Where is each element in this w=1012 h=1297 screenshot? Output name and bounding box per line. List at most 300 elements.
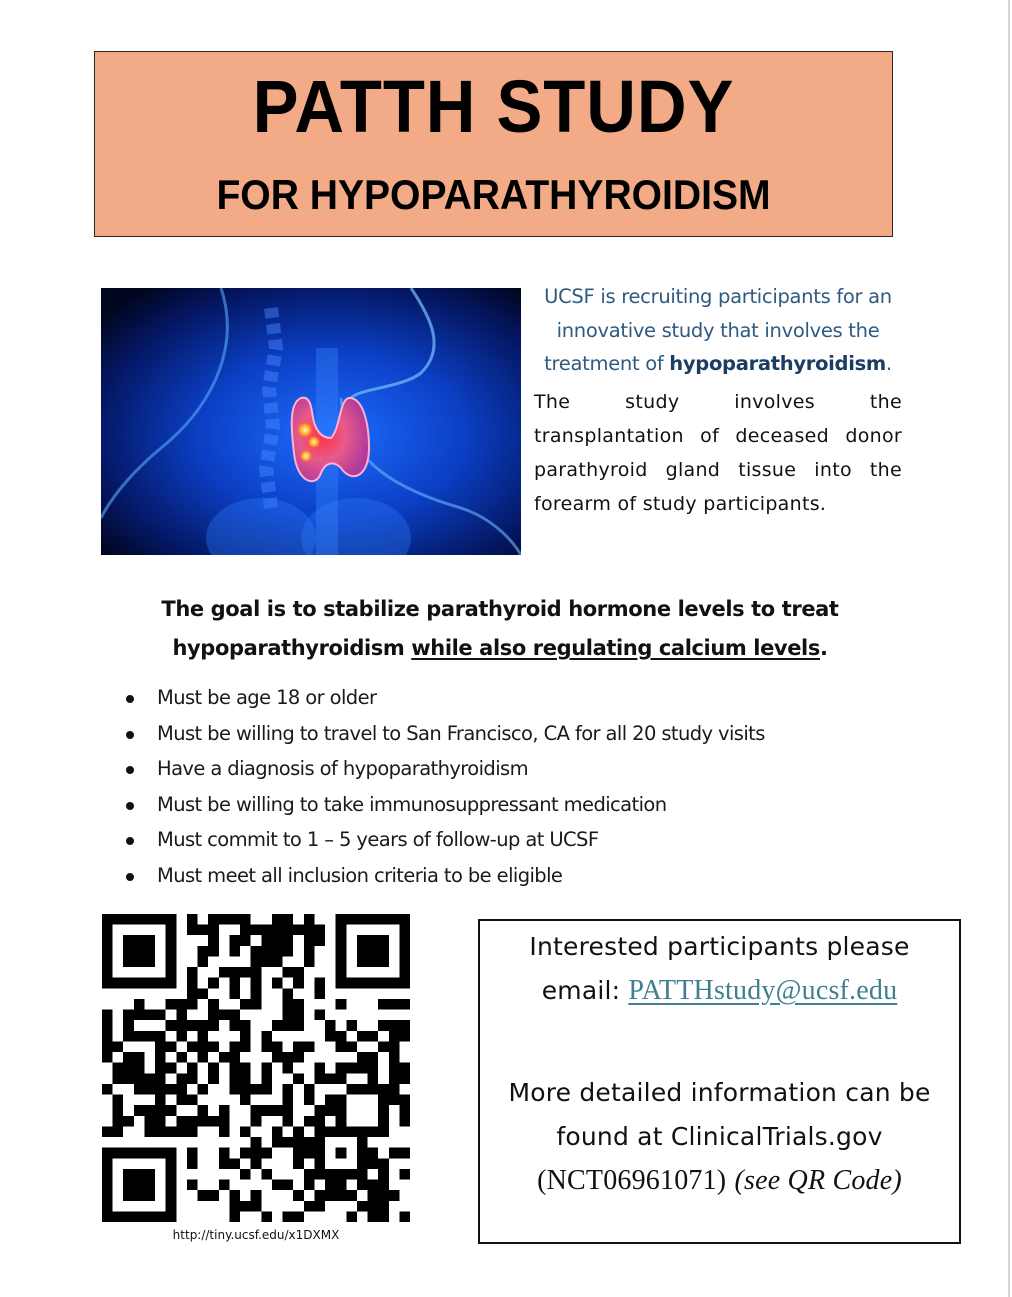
qr-module: [325, 1073, 336, 1084]
qr-module: [187, 1116, 198, 1127]
qr-module: [336, 1095, 347, 1106]
qr-module: [283, 1084, 294, 1095]
qr-module: [368, 1180, 379, 1191]
qr-module: [314, 935, 325, 946]
qr-module: [272, 978, 283, 989]
qr-module: [336, 1031, 347, 1042]
page-subtitle: FOR HYPOPARATHYROIDISM: [216, 171, 771, 218]
qr-module: [304, 1201, 315, 1212]
qr-module: [336, 925, 347, 936]
qr-module: [144, 935, 155, 946]
qr-module: [251, 1137, 262, 1148]
qr-module: [346, 914, 357, 925]
qr-module: [399, 1116, 410, 1127]
qr-module: [187, 1020, 198, 1031]
qr-module: [240, 925, 251, 936]
qr-module: [123, 1020, 134, 1031]
qr-module: [155, 914, 166, 925]
qr-module: [336, 1190, 347, 1201]
qr-module: [144, 1084, 155, 1095]
qr-module: [166, 1158, 177, 1169]
qr-module: [240, 935, 251, 946]
goal-statement: [110, 590, 890, 668]
qr-module: [240, 1095, 251, 1106]
qr-module: [102, 946, 113, 957]
qr-module: [187, 925, 198, 936]
qr-module: [102, 935, 113, 946]
qr-module: [399, 999, 410, 1010]
qr-module: [176, 999, 187, 1010]
qr-module: [368, 1148, 379, 1159]
qr-module: [187, 1041, 198, 1052]
qr-module: [102, 925, 113, 936]
qr-module: [346, 1211, 357, 1222]
qr-module: [293, 925, 304, 936]
goal-period: .: [819, 636, 828, 660]
qr-module: [368, 1063, 379, 1074]
qr-module: [219, 1158, 230, 1169]
qr-module: [357, 1063, 368, 1074]
qr-module: [378, 956, 389, 967]
qr-module: [134, 1169, 145, 1180]
qr-module: [144, 978, 155, 989]
qr-module: [346, 1190, 357, 1201]
qr-module: [399, 1105, 410, 1116]
qr-module: [272, 1137, 283, 1148]
see-qr-note: (see QR Code): [734, 1165, 902, 1196]
contact-intro-text: Interested participants please: [529, 932, 910, 961]
qr-module: [240, 1201, 251, 1212]
qr-module: [251, 1105, 262, 1116]
qr-module: [113, 1148, 124, 1159]
qr-module: [166, 1201, 177, 1212]
qr-module: [240, 1084, 251, 1095]
qr-module: [272, 956, 283, 967]
criterion-text: Must be willing to take immunosuppressant medication: [157, 792, 667, 816]
qr-module: [187, 988, 198, 999]
qr-module: [229, 1052, 240, 1063]
qr-module: [198, 956, 209, 967]
qr-module: [155, 1010, 166, 1021]
qr-module: [123, 1180, 134, 1191]
qr-module: [283, 988, 294, 999]
qr-module: [102, 1041, 113, 1052]
qr-module: [389, 1020, 400, 1031]
qr-module: [357, 914, 368, 925]
qr-module: [229, 1158, 240, 1169]
recruiting-period: .: [885, 352, 892, 375]
qr-module: [208, 1190, 219, 1201]
qr-module: [155, 1063, 166, 1074]
qr-module: [293, 978, 304, 989]
qr-module: [187, 1126, 198, 1137]
thyroid-illustration-image: [101, 288, 521, 555]
qr-module: [229, 1020, 240, 1031]
qr-module: [113, 1105, 124, 1116]
qr-module: [187, 914, 198, 925]
qr-module: [336, 1169, 347, 1180]
qr-module: [198, 988, 209, 999]
qr-module: [389, 1190, 400, 1201]
qr-module: [155, 1211, 166, 1222]
page-edge-divider: [1008, 0, 1010, 1297]
qr-module: [336, 1180, 347, 1191]
list-item: [122, 822, 765, 858]
qr-module: [219, 1126, 230, 1137]
qr-module: [314, 978, 325, 989]
qr-module: [166, 1105, 177, 1116]
qr-module: [357, 1031, 368, 1042]
qr-module: [368, 1073, 379, 1084]
qr-module: [123, 1052, 134, 1063]
qr-module: [314, 1148, 325, 1159]
qr-module: [304, 1148, 315, 1159]
qr-module: [272, 935, 283, 946]
qr-module: [144, 1116, 155, 1127]
qr-module: [357, 978, 368, 989]
qr-module: [325, 1020, 336, 1031]
contact-email-line: [480, 969, 959, 1013]
qr-module: [102, 1010, 113, 1021]
qr-module: [251, 1158, 262, 1169]
qr-module: [378, 1158, 389, 1169]
qr-module: [283, 1010, 294, 1021]
qr-module: [240, 914, 251, 925]
qr-module: [378, 1126, 389, 1137]
qr-module: [229, 1010, 240, 1021]
qr-module: [229, 1041, 240, 1052]
criterion-text: Must be willing to travel to San Francisco, CA for all 20 study visits: [157, 721, 765, 745]
qr-module: [368, 1190, 379, 1201]
qr-module: [389, 1084, 400, 1095]
qr-module: [251, 925, 262, 936]
qr-module: [155, 978, 166, 989]
qr-module: [368, 1158, 379, 1169]
qr-module: [293, 1020, 304, 1031]
qr-module: [166, 1041, 177, 1052]
qr-module: [399, 946, 410, 957]
list-item: [122, 680, 765, 716]
qr-module: [368, 1126, 379, 1137]
qr-module: [283, 999, 294, 1010]
qr-module: [198, 1105, 209, 1116]
qr-module: [346, 1063, 357, 1074]
qr-module: [198, 1084, 209, 1095]
qr-module: [378, 1041, 389, 1052]
bullet-icon: [126, 766, 134, 774]
qr-module: [102, 1158, 113, 1169]
qr-module: [325, 1095, 336, 1106]
qr-module: [272, 1105, 283, 1116]
qr-module: [399, 925, 410, 936]
qr-module: [166, 1020, 177, 1031]
qr-module: [123, 1169, 134, 1180]
qr-module: [219, 1105, 230, 1116]
qr-module: [155, 1105, 166, 1116]
qr-module: [198, 1116, 209, 1127]
qr-module: [134, 1190, 145, 1201]
qr-module: [123, 1211, 134, 1222]
qr-module: [336, 999, 347, 1010]
qr-code-image[interactable]: [102, 914, 410, 1222]
bullet-icon: [126, 837, 134, 845]
qr-module: [240, 1073, 251, 1084]
recruiting-condition: hypoparathyroidism: [669, 352, 886, 375]
qr-module: [293, 1211, 304, 1222]
qr-module: [208, 1116, 219, 1127]
qr-module: [208, 999, 219, 1010]
qr-module: [144, 1105, 155, 1116]
qr-module: [357, 1137, 368, 1148]
qr-module: [166, 1169, 177, 1180]
qr-module: [357, 1084, 368, 1095]
goal-underlined-text: while also regulating calcium levels: [411, 636, 820, 660]
recruiting-statement: [534, 280, 902, 381]
qr-module: [229, 1084, 240, 1095]
list-item: [122, 787, 765, 823]
qr-module: [336, 1105, 347, 1116]
qr-module: [368, 946, 379, 957]
qr-module: [134, 946, 145, 957]
qr-module: [378, 1084, 389, 1095]
qr-module: [261, 946, 272, 957]
qr-module: [134, 935, 145, 946]
qr-module: [304, 914, 315, 925]
qr-module: [293, 1148, 304, 1159]
qr-module: [283, 1105, 294, 1116]
qr-module: [155, 1148, 166, 1159]
qr-module: [155, 1031, 166, 1042]
qr-module: [368, 935, 379, 946]
qr-module: [368, 956, 379, 967]
qr-module: [272, 1041, 283, 1052]
qr-module: [272, 1180, 283, 1191]
qr-module: [399, 1073, 410, 1084]
qr-module: [102, 1148, 113, 1159]
qr-module: [357, 946, 368, 957]
qr-module: [261, 1031, 272, 1042]
bullet-icon: [126, 802, 134, 810]
more-info-block: [480, 1071, 959, 1203]
qr-module: [357, 1180, 368, 1191]
qr-module: [198, 1190, 209, 1201]
qr-module: [123, 1010, 134, 1021]
qr-module: [283, 1063, 294, 1074]
qr-module: [378, 1190, 389, 1201]
qr-module: [251, 988, 262, 999]
qr-module: [357, 1126, 368, 1137]
qr-module: [102, 914, 113, 925]
qr-module: [293, 1190, 304, 1201]
qr-module: [378, 946, 389, 957]
qr-module: [123, 935, 134, 946]
goal-text: The goal is to stabilize parathyroid hormone levels to treat hypoparathyroidism: [161, 597, 839, 660]
qr-module: [261, 956, 272, 967]
qr-module: [304, 935, 315, 946]
qr-url-caption[interactable]: http://tiny.ucsf.edu/x1DXMX: [172, 1228, 340, 1242]
intro-section: [534, 280, 902, 521]
qr-module: [113, 1095, 124, 1106]
qr-module: [251, 978, 262, 989]
qr-module: [229, 1073, 240, 1084]
qr-module: [113, 978, 124, 989]
qr-module: [283, 1052, 294, 1063]
qr-module: [314, 988, 325, 999]
qr-module: [261, 1041, 272, 1052]
qr-module: [389, 914, 400, 925]
bullet-icon: [126, 695, 134, 703]
qr-module: [272, 1052, 283, 1063]
qr-module: [378, 999, 389, 1010]
qr-module: [378, 1105, 389, 1116]
qr-module: [187, 978, 198, 989]
qr-module: [102, 967, 113, 978]
qr-module: [283, 1137, 294, 1148]
qr-module: [166, 1084, 177, 1095]
title-banner: [94, 51, 893, 237]
bullet-icon: [126, 731, 134, 739]
qr-module: [251, 1148, 262, 1159]
qr-module: [166, 1180, 177, 1191]
qr-module: [368, 1031, 379, 1042]
qr-module: [187, 999, 198, 1010]
qr-module: [336, 967, 347, 978]
qr-module: [208, 1063, 219, 1074]
qr-module: [389, 1148, 400, 1159]
qr-module: [208, 1020, 219, 1031]
qr-module: [113, 1211, 124, 1222]
qr-module: [261, 935, 272, 946]
thyroid-illustration-graphic: [101, 288, 521, 555]
qr-module: [325, 1180, 336, 1191]
qr-module: [357, 956, 368, 967]
qr-module: [261, 1084, 272, 1095]
qr-module: [399, 967, 410, 978]
qr-module: [155, 1126, 166, 1137]
qr-module: [357, 1201, 368, 1212]
qr-module: [240, 1031, 251, 1042]
qr-module: [123, 1116, 134, 1127]
qr-module: [102, 1180, 113, 1191]
qr-module: [251, 967, 262, 978]
qr-module: [229, 1063, 240, 1074]
qr-module: [314, 925, 325, 936]
qr-module: [261, 925, 272, 936]
qr-module: [187, 1095, 198, 1106]
qr-module: [229, 914, 240, 925]
qr-module: [346, 1169, 357, 1180]
qr-module: [166, 1126, 177, 1137]
more-info-line-2: found at ClinicalTrials.gov: [556, 1122, 883, 1151]
study-description: The study involves the transplantation of deceased donor parathyroid gland tissue into the forearm of study participants.: [534, 390, 902, 515]
qr-module: [399, 1063, 410, 1074]
qr-module: [102, 1201, 113, 1212]
qr-module: [144, 1148, 155, 1159]
contact-box: [478, 919, 961, 1244]
qr-module: [304, 1084, 315, 1095]
qr-module: [272, 914, 283, 925]
qr-module: [102, 956, 113, 967]
qr-module: [314, 1073, 325, 1084]
qr-module: [304, 1095, 315, 1106]
qr-module: [198, 946, 209, 957]
qr-module: [336, 1116, 347, 1127]
qr-module: [261, 1073, 272, 1084]
qr-module: [134, 1063, 145, 1074]
qr-module: [134, 999, 145, 1010]
qr-module: [336, 946, 347, 957]
qr-module: [123, 914, 134, 925]
qr-module: [240, 1148, 251, 1159]
qr-module: [293, 1010, 304, 1021]
qr-module: [378, 1095, 389, 1106]
list-item: [122, 858, 765, 894]
qr-module: [368, 978, 379, 989]
qr-module: [399, 1169, 410, 1180]
qr-module: [314, 1126, 325, 1137]
qr-module: [336, 978, 347, 989]
qr-module: [187, 967, 198, 978]
qr-module: [240, 967, 251, 978]
qr-module: [166, 967, 177, 978]
qr-module: [293, 1041, 304, 1052]
list-item: [122, 751, 765, 787]
qr-module: [293, 1137, 304, 1148]
qr-module: [251, 1190, 262, 1201]
qr-module: [314, 1010, 325, 1021]
qr-module: [113, 1126, 124, 1137]
qr-module: [123, 1190, 134, 1201]
qr-module: [144, 956, 155, 967]
qr-module: [304, 956, 315, 967]
qr-module: [304, 1169, 315, 1180]
qr-module: [304, 1180, 315, 1191]
qr-module: [261, 1105, 272, 1116]
qr-module: [155, 1095, 166, 1106]
qr-module: [357, 935, 368, 946]
qr-module: [123, 1148, 134, 1159]
qr-module: [336, 1073, 347, 1084]
qr-module: [378, 1169, 389, 1180]
qr-module: [357, 1148, 368, 1159]
qr-module: [325, 1169, 336, 1180]
qr-module: [304, 1041, 315, 1052]
qr-module: [102, 1126, 113, 1137]
qr-module: [293, 1052, 304, 1063]
email-link[interactable]: PATTHstudy@ucsf.edu: [628, 975, 898, 1006]
qr-module: [134, 1148, 145, 1159]
qr-module: [208, 925, 219, 936]
qr-module: [113, 1041, 124, 1052]
criterion-text: Have a diagnosis of hypoparathyroidism: [157, 757, 528, 780]
qr-module: [187, 1158, 198, 1169]
qr-module: [283, 1211, 294, 1222]
qr-module: [208, 914, 219, 925]
qr-module: [325, 1190, 336, 1201]
qr-module: [166, 914, 177, 925]
criterion-text: Must meet all inclusion criteria to be eligible: [157, 863, 563, 887]
qr-module: [336, 1126, 347, 1137]
qr-module: [304, 1137, 315, 1148]
qr-module: [272, 1020, 283, 1031]
qr-module: [113, 914, 124, 925]
qr-module: [144, 1126, 155, 1137]
qr-module: [134, 1010, 145, 1021]
qr-module: [399, 1020, 410, 1031]
qr-module: [166, 978, 177, 989]
qr-module: [113, 1116, 124, 1127]
qr-module: [283, 946, 294, 957]
